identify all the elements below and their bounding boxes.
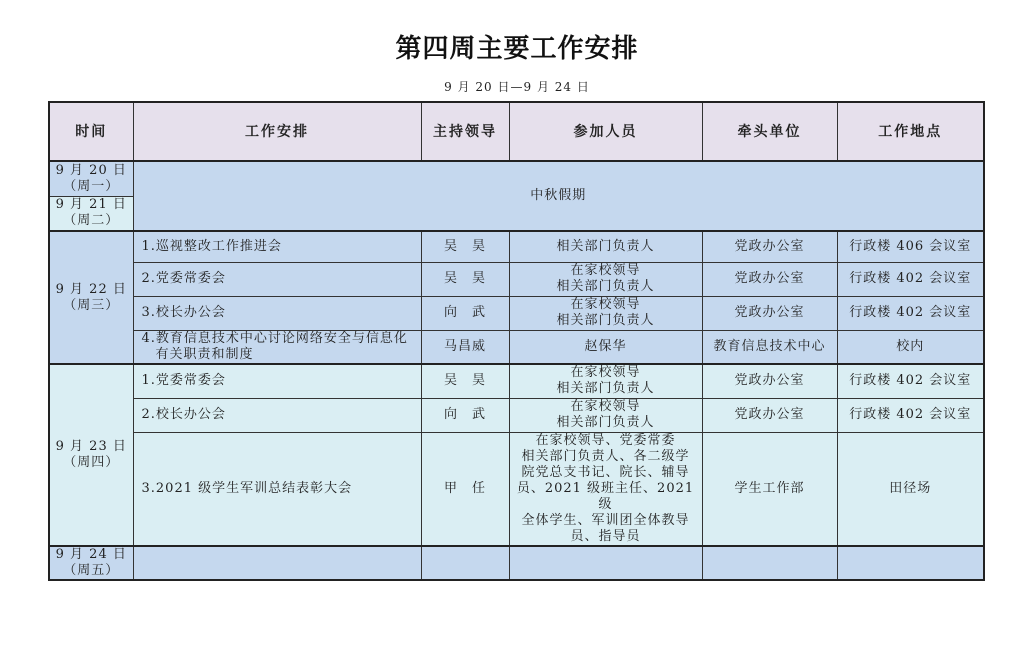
unit-cell: 党政办公室 [702,364,837,398]
leader-cell: 向 武 [421,296,509,330]
place-cell [837,546,984,580]
place-cell: 行政楼 406 会议室 [837,231,984,262]
header-leader: 主持领导 [421,102,509,161]
date-cell [49,196,133,231]
date-text: 9 月 24 日 [55,546,127,562]
attendees-cell [509,546,702,580]
task-cell: 2.党委常委会 [133,262,421,296]
attendees-cell: 在家校领导 相关部门负责人 [509,398,702,432]
place-cell: 行政楼 402 会议室 [837,398,984,432]
schedule-table [48,101,985,581]
place-cell: 校内 [837,330,984,364]
weekday-text: （周四） [63,454,120,470]
attendees-cell: 在家校领导 相关部门负责人 [509,296,702,330]
task-cell: 1.巡视整改工作推进会 [133,231,421,262]
unit-cell: 党政办公室 [702,262,837,296]
date-cell [49,231,133,364]
table-row [49,161,984,196]
date-text: 9 月 20 日 [55,162,127,178]
weekday-text: （周二） [63,213,120,229]
header-unit: 牵头单位 [702,102,837,161]
unit-cell: 党政办公室 [702,296,837,330]
unit-cell [702,546,837,580]
table-row [49,231,984,262]
leader-cell: 吴 昊 [421,231,509,262]
date-cell [49,546,133,580]
attendees-cell: 在家校领导 相关部门负责人 [509,364,702,398]
task-cell: 4.教育信息技术中心讨论网络安全与信息化 有关职责和制度 [133,330,421,364]
weekday-text: （周三） [63,297,120,313]
weekday-text: （周一） [63,178,120,194]
header-time: 时间 [49,102,133,161]
leader-cell: 吴 昊 [421,262,509,296]
task-cell: 1.党委常委会 [133,364,421,398]
place-cell: 行政楼 402 会议室 [837,364,984,398]
leader-cell: 吴 昊 [421,364,509,398]
place-cell: 田径场 [837,432,984,546]
attendees-cell: 在家校领导 相关部门负责人 [509,262,702,296]
holiday-cell: 中秋假期 [133,161,984,231]
leader-cell [421,546,509,580]
header-attendees: 参加人员 [509,102,702,161]
leader-cell: 甲 任 [421,432,509,546]
table-row [49,546,984,580]
page-title: 第四周主要工作安排 [395,34,639,64]
table-row [49,330,984,364]
header-row [49,102,984,161]
date-cell [49,364,133,546]
table-row [49,262,984,296]
task-cell: 3.校长办公会 [133,296,421,330]
header-place: 工作地点 [837,102,984,161]
task-cell: 2.校长办公会 [133,398,421,432]
weekday-text: （周五） [63,562,120,578]
attendees-cell: 赵保华 [509,330,702,364]
task-cell [133,546,421,580]
leader-cell: 向 武 [421,398,509,432]
unit-cell: 教育信息技术中心 [702,330,837,364]
date-text: 9 月 23 日 [55,438,127,454]
date-text: 9 月 21 日 [55,197,127,213]
header-task: 工作安排 [133,102,421,161]
place-cell: 行政楼 402 会议室 [837,296,984,330]
leader-cell: 马昌威 [421,330,509,364]
table-row [49,296,984,330]
unit-cell: 学生工作部 [702,432,837,546]
table-row [49,364,984,398]
attendees-cell: 在家校领导、党委常委 相关部门负责人、各二级学 院党总支书记、院长、辅导 员、2021 级班主任、2021 级 全体学生、军训团全体教导 员、指导员 [509,432,702,546]
place-cell: 行政楼 402 会议室 [837,262,984,296]
table-row [49,432,984,546]
date-text: 9 月 22 日 [55,281,127,297]
task-cell: 3.2021 级学生军训总结表彰大会 [133,432,421,546]
table-row [49,398,984,432]
unit-cell: 党政办公室 [702,231,837,262]
attendees-cell: 相关部门负责人 [509,231,702,262]
date-cell [49,161,133,196]
date-range: 9 月 20 日—9 月 24 日 [444,80,590,94]
unit-cell: 党政办公室 [702,398,837,432]
